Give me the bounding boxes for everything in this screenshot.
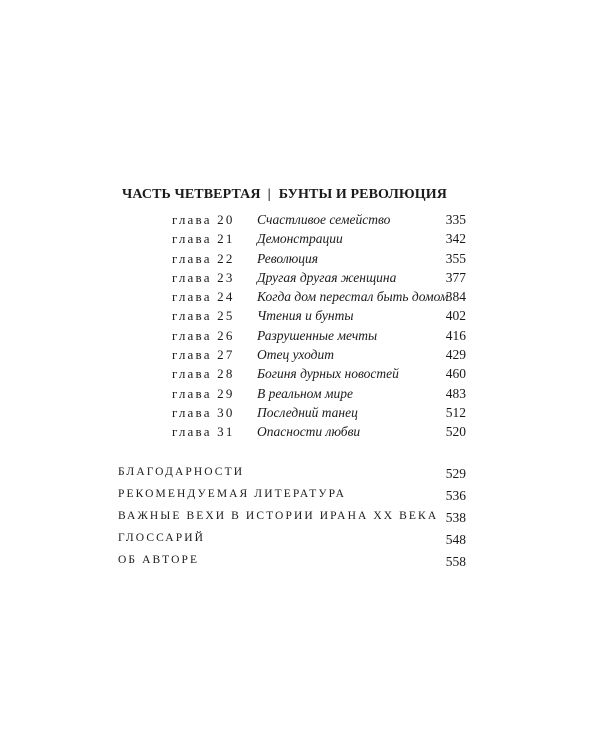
chapter-page-number: 384 xyxy=(445,289,466,305)
chapter-title: Демонстрации xyxy=(257,231,343,247)
chapter-label: глава 23 xyxy=(172,269,235,285)
backmatter-page-number: 536 xyxy=(445,488,466,503)
backmatter-page-number: 548 xyxy=(445,532,466,547)
chapter-list xyxy=(0,212,600,444)
backmatter-label: ВАЖНЫЕ ВЕХИ В ИСТОРИИ ИРАНА XX ВЕКА xyxy=(118,510,439,522)
chapter-page-number: 342 xyxy=(445,231,466,247)
chapter-title: В реальном мире xyxy=(257,385,353,401)
backmatter-row[interactable] xyxy=(0,466,600,488)
chapter-row[interactable] xyxy=(0,212,600,231)
chapter-page-number: 520 xyxy=(445,424,466,440)
chapter-page-number: 512 xyxy=(445,404,466,420)
chapter-label: глава 28 xyxy=(172,366,235,382)
chapter-title: Богиня дурных новостей xyxy=(257,366,399,382)
chapter-page-number: 429 xyxy=(445,347,466,363)
chapter-page-number: 416 xyxy=(445,327,466,343)
chapter-page-number: 483 xyxy=(445,385,466,401)
chapter-label: глава 21 xyxy=(172,231,235,247)
backmatter-list xyxy=(0,466,600,576)
chapter-label: глава 31 xyxy=(172,424,235,440)
backmatter-label: БЛАГОДАРНОСТИ xyxy=(118,466,245,478)
chapter-title: Отец уходит xyxy=(257,347,334,363)
chapter-label: глава 26 xyxy=(172,327,235,343)
chapter-row[interactable] xyxy=(0,270,600,289)
chapter-label: глава 29 xyxy=(172,385,235,401)
backmatter-label: ОБ АВТОРЕ xyxy=(118,554,200,566)
chapter-title: Когда дом перестал быть домом xyxy=(257,289,449,305)
chapter-row[interactable] xyxy=(0,289,600,308)
chapter-title: Революция xyxy=(257,250,319,266)
chapter-title: Разрушенные мечты xyxy=(257,327,378,343)
chapter-row[interactable] xyxy=(0,251,600,270)
part-separator: | xyxy=(267,187,271,202)
chapter-page-number: 355 xyxy=(445,250,466,266)
chapter-row[interactable] xyxy=(0,366,600,385)
chapter-label: глава 22 xyxy=(172,250,235,266)
chapter-title: Чтения и бунты xyxy=(257,308,354,324)
chapter-row[interactable] xyxy=(0,328,600,347)
chapter-label: глава 27 xyxy=(172,347,235,363)
backmatter-page-number: 538 xyxy=(445,510,466,525)
part-title: БУНТЫ И РЕВОЛЮЦИЯ xyxy=(278,187,447,202)
chapter-title: Другая другая женщина xyxy=(257,269,397,285)
backmatter-row[interactable] xyxy=(0,532,600,554)
backmatter-label: РЕКОМЕНДУЕМАЯ ЛИТЕРАТУРА xyxy=(118,488,347,500)
part-header xyxy=(122,187,447,203)
chapter-title: Последний танец xyxy=(257,404,358,420)
chapter-label: глава 24 xyxy=(172,289,235,305)
chapter-row[interactable] xyxy=(0,424,600,443)
backmatter-row[interactable] xyxy=(0,554,600,576)
chapter-row[interactable] xyxy=(0,231,600,250)
part-label: ЧАСТЬ ЧЕТВЕРТАЯ xyxy=(122,187,261,202)
backmatter-row[interactable] xyxy=(0,488,600,510)
chapter-row[interactable] xyxy=(0,347,600,366)
chapter-title: Опасности любви xyxy=(257,424,361,440)
chapter-label: глава 30 xyxy=(172,404,235,420)
backmatter-page-number: 558 xyxy=(445,554,466,569)
chapter-page-number: 377 xyxy=(445,269,466,285)
chapter-row[interactable] xyxy=(0,405,600,424)
chapter-page-number: 402 xyxy=(445,308,466,324)
chapter-row[interactable] xyxy=(0,386,600,405)
chapter-row[interactable] xyxy=(0,308,600,327)
chapter-label: глава 20 xyxy=(172,212,235,227)
backmatter-row[interactable] xyxy=(0,510,600,532)
chapter-label: глава 25 xyxy=(172,308,235,324)
backmatter-page-number: 529 xyxy=(445,466,466,481)
backmatter-label: ГЛОССАРИЙ xyxy=(118,532,206,544)
chapter-page-number: 335 xyxy=(445,212,466,227)
chapter-title: Счастливое семейство xyxy=(257,212,391,227)
chapter-page-number: 460 xyxy=(445,366,466,382)
